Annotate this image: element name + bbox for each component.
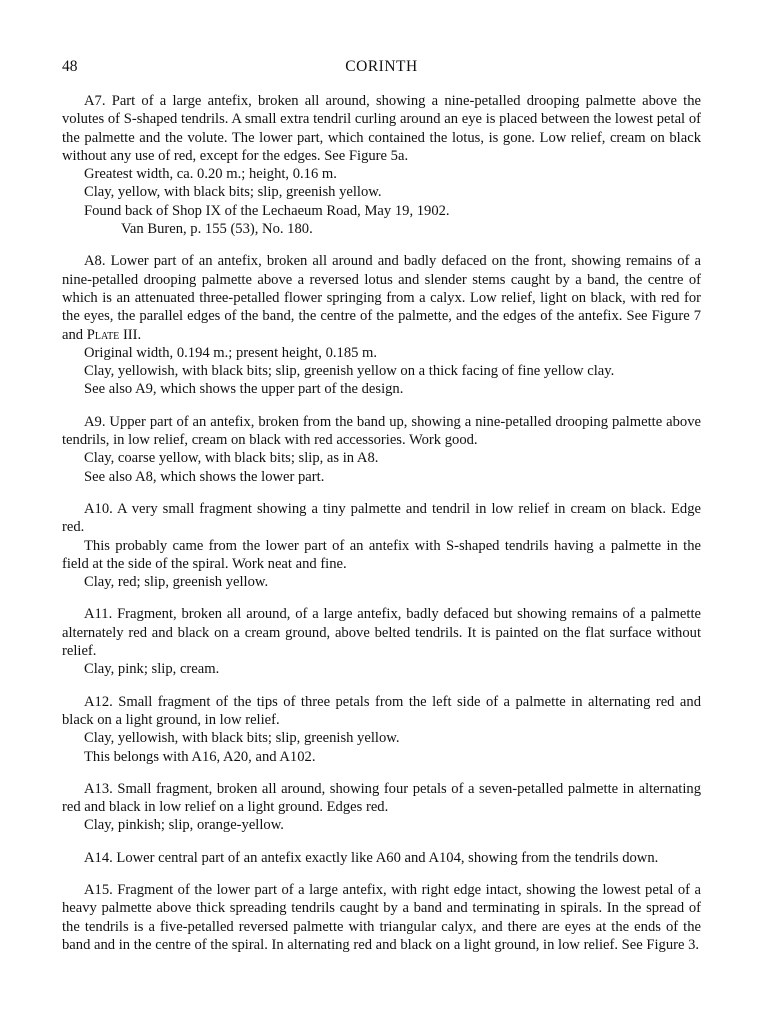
entry-description: A13. Small fragment, broken all around, showing four petals of a seven-petalled palmette in alternating red and black in low relief on a light ground. Edges red. [62,780,701,816]
entry-bibliography: Van Buren, p. 155 (53), No. 180. [121,221,313,238]
entry-commentary: This probably came from the lower part of an antefix with S-shaped tendrils having a palmette in the field at the side of the spiral. Work neat and fine. [62,537,701,572]
entry-clay: Clay, pink; slip, cream. [84,661,220,678]
entry-clay: Clay, yellow, with black bits; slip, greenish yellow. [84,184,382,201]
entry-description: A11. Fragment, broken all around, of a large antefix, badly defaced but showing remains of a palmette alternately red and black on a cream ground, above belted tendrils. It is painted on the flat surface without relief. [62,606,701,660]
entry-description: A12. Small fragment of the tips of three petals from the left side of a palmette in alternating red and black on a light ground, in low relief. [62,693,701,728]
entry-description-text: A8. Lower part of an antefix, broken all around and badly defaced on the front, showing remains of a nine-petalled drooping palmette above a reversed lotus and slender stems caught by a band, the centre of which is an attenuated three-petalled flower springing from a calyx. Low relief, light on black, with red for the eyes, the parallel edges of the band, the centre of the palmette, and the edges of the antefix. See Figure 7 and [62,253,701,343]
page-header [62,58,701,80]
entry-description: A15. Fragment of the lower part of a large antefix, with right edge intact, showing the lowest petal of a heavy palmette above thick spreading tendrils caught by a band and terminating in spirals. In the spread of the tendrils is a five-petalled reversed palmette with triangular calyx, and there are eyes at the ends of the band and in the centre of the spiral. In alternating red and black on a light ground, in low relief. See Figure 3. [62,881,701,953]
plate-number: III. [119,326,142,343]
entry-description: A14. Lower central part of an antefix exactly like A60 and A104, showing from the tendrils down. [84,849,659,866]
entry-description: A9. Upper part of an antefix, broken from the band up, showing a nine-petalled drooping palmette above tendrils, in low relief, cream on black with red accessories. Work good. [62,413,701,449]
catalogue-entry-a12 [62,693,701,766]
entry-clay: Clay, red; slip, greenish yellow. [84,574,269,591]
catalogue-entry-a7 [62,92,701,238]
running-head: CORINTH [345,58,418,75]
catalogue-entry-a13 [62,780,701,835]
entry-description [62,252,701,343]
catalogue-entry-a9 [62,413,701,486]
entry-clay: Clay, coarse yellow, with black bits; slip, as in A8. [84,450,379,467]
catalogue-entry-a10 [62,500,701,591]
catalogue-entry-a8 [62,252,701,398]
entry-description: A7. Part of a large antefix, broken all around, showing a nine-petalled drooping palmette above the volutes of S-shaped tendrils. A small extra tendril curling around an eye is placed between the lowest petal of the palmette and the volute. The lower part, which contained the lotus, is gone. Low relief, cream on black without any use of red, except for the edges. See Figure 5a. [62,93,701,164]
entry-cross-reference: This belongs with A16, A20, and A102. [84,748,316,765]
catalogue-entry-a14 [62,849,701,867]
plate-reference: Plate [86,326,120,343]
entry-findspot: Found back of Shop IX of the Lechaeum Road, May 19, 1902. [84,202,450,219]
entry-description: A10. A very small fragment showing a tiny palmette and tendril in low relief in cream on black. Edge red. [62,500,701,536]
catalogue-entry-a15 [62,881,701,954]
catalogue-entry-a11 [62,605,701,678]
entry-clay: Clay, pinkish; slip, orange-yellow. [84,817,284,834]
entry-cross-reference: See also A9, which shows the upper part of the design. [84,381,404,398]
entry-dimensions: Greatest width, ca. 0.20 m.; height, 0.16 m. [84,166,337,183]
entry-dimensions: Original width, 0.194 m.; present height, 0.185 m. [84,344,378,361]
entry-cross-reference: See also A8, which shows the lower part. [84,468,325,485]
page-number: 48 [62,58,78,75]
entry-clay: Clay, yellowish, with black bits; slip, greenish yellow. [84,730,400,747]
entry-clay: Clay, yellowish, with black bits; slip, greenish yellow on a thick facing of fine yellow clay. [84,363,615,380]
